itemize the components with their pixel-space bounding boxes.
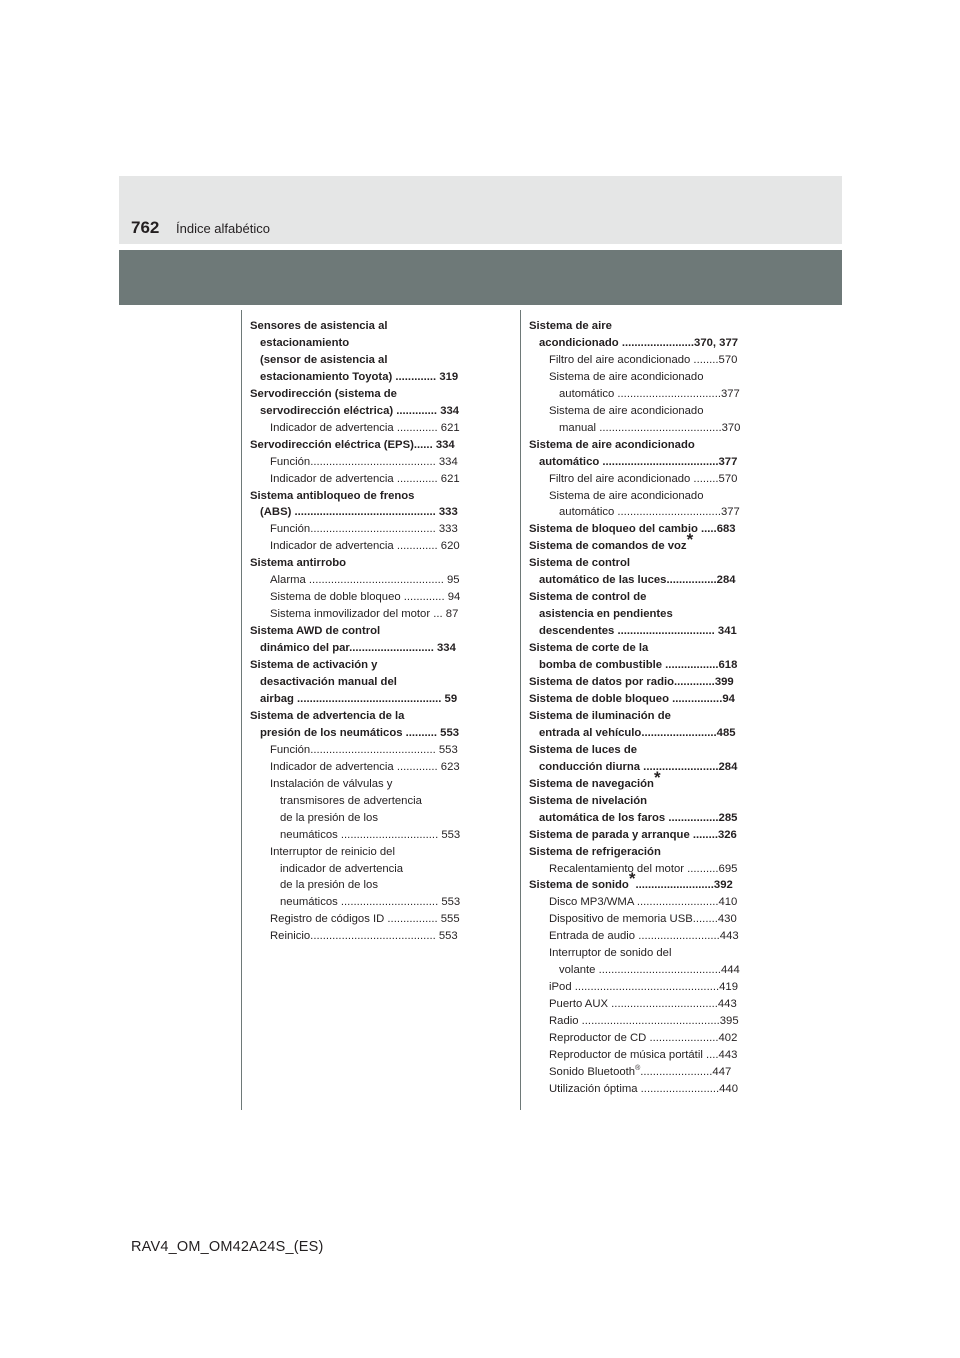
index-entry-text: Indicador de advertencia ............. 621 <box>270 421 460 434</box>
index-entry-text: Sistema de aire acondicionado <box>549 404 704 417</box>
index-entry-text: (sensor de asistencia al <box>260 353 388 366</box>
index-entry-text: descendentes ............................... 341 <box>539 625 737 638</box>
index-entry <box>529 530 753 555</box>
index-entry <box>250 708 474 725</box>
index-entry-text: (ABS) ............................................. 333 <box>260 506 458 519</box>
document-code: RAV4_OM_OM42A24S_(ES) <box>131 1239 324 1255</box>
asterisk-mark: * <box>628 869 636 889</box>
asterisk-mark: * <box>653 767 661 787</box>
index-entry-text: Sistema de navegación <box>529 777 654 790</box>
index-entry-text: Reinicio........................................ 553 <box>270 930 458 943</box>
index-entry <box>250 504 474 521</box>
index-entry <box>250 827 474 844</box>
index-entry <box>250 776 474 793</box>
index-entry <box>529 911 753 928</box>
index-entry <box>529 369 753 386</box>
index-entry <box>250 640 474 657</box>
index-entry-text: desactivación manual del <box>260 676 397 689</box>
index-entry-text: Reproductor de CD ......................402 <box>549 1032 738 1045</box>
index-entry-text: Recalentamiento del motor ..........695 <box>549 862 738 875</box>
index-entry-text: Sistema de corte de la <box>529 642 649 655</box>
index-entry <box>529 1064 753 1081</box>
index-entry-text: Filtro del aire acondicionado ........570 <box>549 472 738 485</box>
index-entry-text: Registro de códigos ID ................ 555 <box>270 913 460 926</box>
section-title: Índice alfabético <box>176 221 270 236</box>
index-entry <box>529 521 753 538</box>
index-entry-text: Indicador de advertencia ............. 621 <box>270 472 460 485</box>
index-entry <box>529 691 753 708</box>
asterisk-mark: * <box>686 530 694 550</box>
index-entry-text: Sistema de iluminación de <box>529 709 671 722</box>
index-entry <box>529 1013 753 1030</box>
index-entry <box>250 894 474 911</box>
index-entry-text: Sistema de sonido <box>529 879 629 892</box>
index-entry-text: volante .......................................444 <box>559 964 740 977</box>
index-entry <box>529 437 753 454</box>
index-entry-text: Sistema de comandos de voz <box>529 540 687 553</box>
index-entry-text: Sistema AWD de control <box>250 625 381 638</box>
index-entry-text: Sistema inmovilizador del motor ... 87 <box>270 608 459 621</box>
index-entry-text: automático .................................377 <box>559 506 740 519</box>
index-entry <box>250 725 474 742</box>
index-entry <box>529 869 753 894</box>
index-entry-text: Dispositivo de memoria USB........430 <box>549 913 737 926</box>
index-entry-text: de la presión de los <box>280 811 378 824</box>
index-entry <box>250 369 474 386</box>
index-entry <box>529 555 753 572</box>
index-entry <box>529 894 753 911</box>
index-entry-text: Radio ............................................395 <box>549 1015 739 1028</box>
registered-mark: ® <box>635 1065 641 1073</box>
index-entry <box>250 521 474 538</box>
index-entry-text: Sensores de asistencia al <box>250 320 388 332</box>
index-entry-text: automático de las luces................284 <box>539 574 736 587</box>
index-entry <box>250 793 474 810</box>
column-rule-right <box>520 310 521 1110</box>
index-entry-text: Sistema de aire acondicionado <box>529 438 695 451</box>
index-entry-text: Sistema de aire acondicionado <box>549 489 704 502</box>
index-entry-text: presión de los neumáticos .......... 553 <box>260 726 460 739</box>
index-entry <box>250 538 474 555</box>
index-entry-text: Función........................................ 334 <box>270 455 458 468</box>
index-entry <box>250 674 474 691</box>
index-entry-text: Indicador de advertencia ............. 623 <box>270 760 460 773</box>
index-entry-text: Sistema de doble bloqueo ............. 94 <box>270 591 461 604</box>
section-band <box>119 250 842 305</box>
index-entry-text: Sistema de parada y arranque ........326 <box>529 828 737 841</box>
index-entry <box>529 962 753 979</box>
index-entry <box>250 471 474 488</box>
index-entry-text: dinámico del par........................... 334 <box>260 642 456 655</box>
index-entry <box>529 793 753 810</box>
index-entry <box>250 589 474 606</box>
index-entry <box>529 657 753 674</box>
index-entry-text: automática de los faros ................285 <box>539 811 738 824</box>
index-entry <box>250 810 474 827</box>
index-entry-text: entrada al vehículo........................485 <box>539 726 736 739</box>
index-entry-text: Sistema de aire acondicionado <box>549 370 704 383</box>
index-entry-text: Interruptor de sonido del <box>549 947 672 960</box>
index-entry <box>529 708 753 725</box>
index-entry-text: Sistema de aire <box>529 320 612 332</box>
index-entry <box>529 810 753 827</box>
index-entry-text: neumáticos ............................... 553 <box>280 828 461 841</box>
index-entry <box>250 928 474 945</box>
index-entry-text: Sistema de bloqueo del cambio .....683 <box>529 523 736 536</box>
index-entry-text: Indicador de advertencia ............. 620 <box>270 540 460 553</box>
index-entry <box>529 1081 753 1098</box>
index-entry-text: estacionamiento Toyota) ............. 319 <box>260 370 459 383</box>
index-entry <box>529 403 753 420</box>
index-entry-text: estacionamiento <box>260 336 350 349</box>
index-entry <box>529 318 753 335</box>
index-entry-text: Sistema antirrobo <box>250 557 347 570</box>
index-entry <box>250 911 474 928</box>
index-entry <box>250 623 474 640</box>
index-entry-text: servodirección eléctrica) ............. 334 <box>260 404 460 417</box>
index-entry <box>529 996 753 1013</box>
index-entry-text: Interruptor de reinicio del <box>270 845 395 858</box>
index-entry-text: Sistema antibloqueo de frenos <box>250 489 415 502</box>
index-entry-text: airbag .............................................. 59 <box>260 692 458 705</box>
index-entry-text: asistencia en pendientes <box>539 608 673 621</box>
index-entry-text: Entrada de audio ..........................443 <box>549 930 739 943</box>
index-entry-text: Disco MP3/WMA ..........................410 <box>549 896 738 909</box>
index-entry <box>250 403 474 420</box>
index-entry <box>250 606 474 623</box>
index-entry-text: Sistema de doble bloqueo ................94 <box>529 692 735 705</box>
index-entry <box>529 674 753 691</box>
index-entry <box>250 454 474 471</box>
index-entry <box>529 1030 753 1047</box>
index-entry-text: Sistema de datos por radio.............399 <box>529 676 734 689</box>
index-entry <box>250 352 474 369</box>
index-column-right <box>529 318 753 1098</box>
index-entry <box>250 877 474 894</box>
index-entry-text: Servodirección eléctrica (EPS)...... 334 <box>250 438 455 451</box>
index-entry <box>529 420 753 437</box>
index-entry-text: acondicionado .......................370, 377 <box>539 336 739 349</box>
index-entry-text: Filtro del aire acondicionado ........570 <box>549 353 738 366</box>
index-entry-text: automático .....................................377 <box>539 455 738 468</box>
index-entry-text: bomba de combustible .................618 <box>539 659 738 672</box>
index-entry <box>250 386 474 403</box>
index-entry-text: Reproductor de música portátil ....443 <box>549 1048 738 1061</box>
index-entry <box>529 623 753 640</box>
index-entry <box>529 386 753 403</box>
index-entry <box>529 742 753 759</box>
index-entry <box>250 742 474 759</box>
index-entry <box>529 759 753 776</box>
index-entry <box>529 606 753 623</box>
index-entry <box>250 555 474 572</box>
index-entry <box>529 767 753 793</box>
index-entry-text: iPod ..............................................419 <box>549 981 738 994</box>
index-entry-text: indicador de advertencia <box>280 862 404 875</box>
index-entry <box>250 335 474 352</box>
index-entry <box>250 420 474 437</box>
index-entry-text: Sistema de refrigeración <box>529 845 661 858</box>
index-entry <box>529 471 753 488</box>
index-entry <box>250 572 474 589</box>
index-entry <box>529 1047 753 1064</box>
index-entry-text: Sistema de control de <box>529 591 647 604</box>
index-entry <box>529 488 753 505</box>
index-entry <box>529 725 753 742</box>
index-entry-text: neumáticos ............................... 553 <box>280 896 461 909</box>
index-entry-text: manual .......................................370 <box>559 421 741 434</box>
index-entry <box>529 572 753 589</box>
index-entry <box>250 437 474 454</box>
index-entry-text: Puerto AUX ..................................443 <box>549 998 737 1011</box>
index-entry <box>529 827 753 844</box>
index-entry <box>250 844 474 861</box>
index-entry-text: automático .................................377 <box>559 387 740 400</box>
index-entry-text: Función........................................ 553 <box>270 743 458 756</box>
index-entry-text: Servodirección (sistema de <box>250 387 397 400</box>
index-entry-text: Sistema de advertencia de la <box>250 709 405 722</box>
index-entry <box>529 979 753 996</box>
index-entry <box>250 861 474 878</box>
index-entry-text: Sistema de nivelación <box>529 794 648 807</box>
index-entry <box>529 928 753 945</box>
column-rule-left <box>241 310 242 1110</box>
index-entry <box>529 335 753 352</box>
index-entry <box>529 589 753 606</box>
index-entry-text: Sonido Bluetooth <box>549 1065 636 1078</box>
index-entry-page: .......................447 <box>640 1065 732 1078</box>
index-entry <box>529 640 753 657</box>
index-entry <box>529 352 753 369</box>
index-entry <box>250 488 474 505</box>
index-entry <box>250 318 474 335</box>
index-entry-text: Instalación de válvulas y <box>270 777 393 790</box>
index-entry-page: .........................392 <box>635 879 733 892</box>
index-entry <box>529 844 753 861</box>
page-number: 762 <box>131 218 160 237</box>
index-entry-text: Sistema de activación y <box>250 659 378 672</box>
index-entry-text: Sistema de luces de <box>529 743 637 756</box>
index-entry <box>250 657 474 674</box>
index-entry <box>529 504 753 521</box>
index-entry <box>250 759 474 776</box>
index-entry-text: de la presión de los <box>280 879 378 892</box>
index-entry <box>529 454 753 471</box>
index-entry <box>529 861 753 878</box>
index-entry-text: conducción diurna ........................284 <box>539 760 738 773</box>
index-entry-text: Utilización óptima .........................440 <box>549 1082 738 1095</box>
index-entry-text: Alarma ........................................... 95 <box>270 574 460 587</box>
index-column-left <box>250 318 474 945</box>
index-entry-text: Función........................................ 333 <box>270 523 458 536</box>
index-entry-text: transmisores de advertencia <box>280 794 422 807</box>
index-entry <box>529 945 753 962</box>
index-entry <box>250 691 474 708</box>
index-entry-text: Sistema de control <box>529 557 631 570</box>
